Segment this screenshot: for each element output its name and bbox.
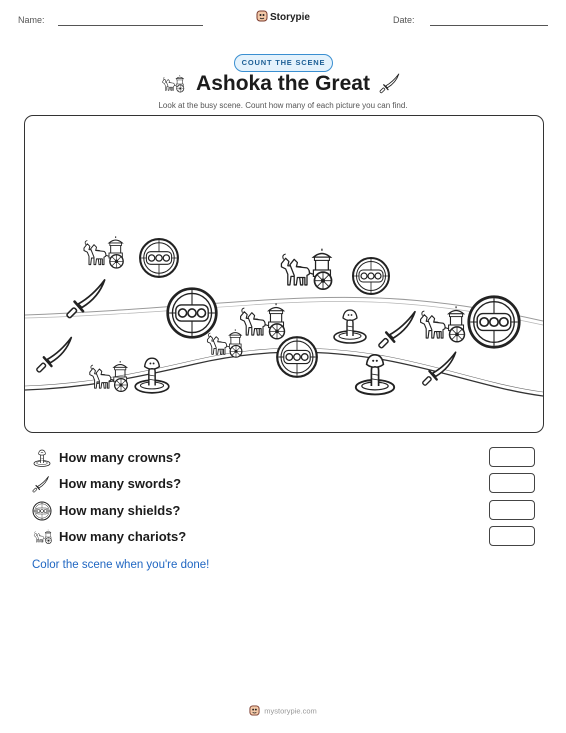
question-text: How many chariots? — [59, 529, 187, 544]
answer-box-crowns[interactable] — [489, 447, 535, 467]
scene-chariot-3 — [241, 303, 285, 338]
question-text: How many crowns? — [59, 450, 182, 465]
scene-chariot-2 — [281, 249, 331, 290]
answer-box-chariots[interactable] — [489, 526, 535, 546]
date-field-line[interactable] — [430, 25, 548, 26]
brand — [0, 10, 566, 25]
name-label: Name: — [18, 15, 45, 25]
storypie-logo-icon — [249, 705, 260, 718]
scene-chariot-4 — [207, 329, 241, 357]
site-url: mystorypie.com — [264, 706, 317, 716]
scene-sword-1 — [66, 280, 104, 318]
scene-shield-4 — [277, 337, 317, 377]
name-field-line[interactable] — [58, 25, 203, 26]
scene-sword-2 — [36, 338, 71, 373]
answer-box-shields[interactable] — [489, 500, 535, 520]
shield-icon — [32, 501, 52, 526]
scene-shield-1 — [140, 239, 178, 277]
sword-icon — [32, 474, 52, 499]
scene-snake-1 — [334, 310, 366, 343]
answer-box-swords[interactable] — [489, 473, 535, 493]
scene-shield-5 — [469, 297, 519, 347]
title-sword-icon — [379, 70, 403, 101]
brand-name: Storypie — [269, 12, 310, 24]
chariot-icon — [32, 527, 54, 552]
scene-sword-3 — [378, 312, 415, 349]
activity-badge: COUNT THE SCENE — [234, 54, 333, 72]
scene-shield-3 — [168, 289, 217, 338]
scene-chariot-5 — [421, 306, 465, 341]
page-title: Ashoka the Great — [196, 72, 370, 95]
snake-basket-icon — [32, 448, 52, 473]
instructions: Look at the busy scene. Count how many of each picture you can find. — [158, 101, 408, 110]
scene-panel[interactable] — [24, 115, 544, 433]
coloring-note: Color the scene when you're done! — [32, 559, 210, 571]
question-text: How many swords? — [59, 476, 182, 491]
scene-chariot-6 — [90, 361, 128, 391]
question-text: How many shields? — [59, 503, 181, 518]
site-footer — [0, 705, 566, 718]
scene-chariot-1 — [84, 236, 123, 268]
scene-shield-2 — [353, 258, 389, 294]
storypie-logo-icon — [256, 10, 268, 25]
date-label: Date: — [393, 15, 415, 25]
